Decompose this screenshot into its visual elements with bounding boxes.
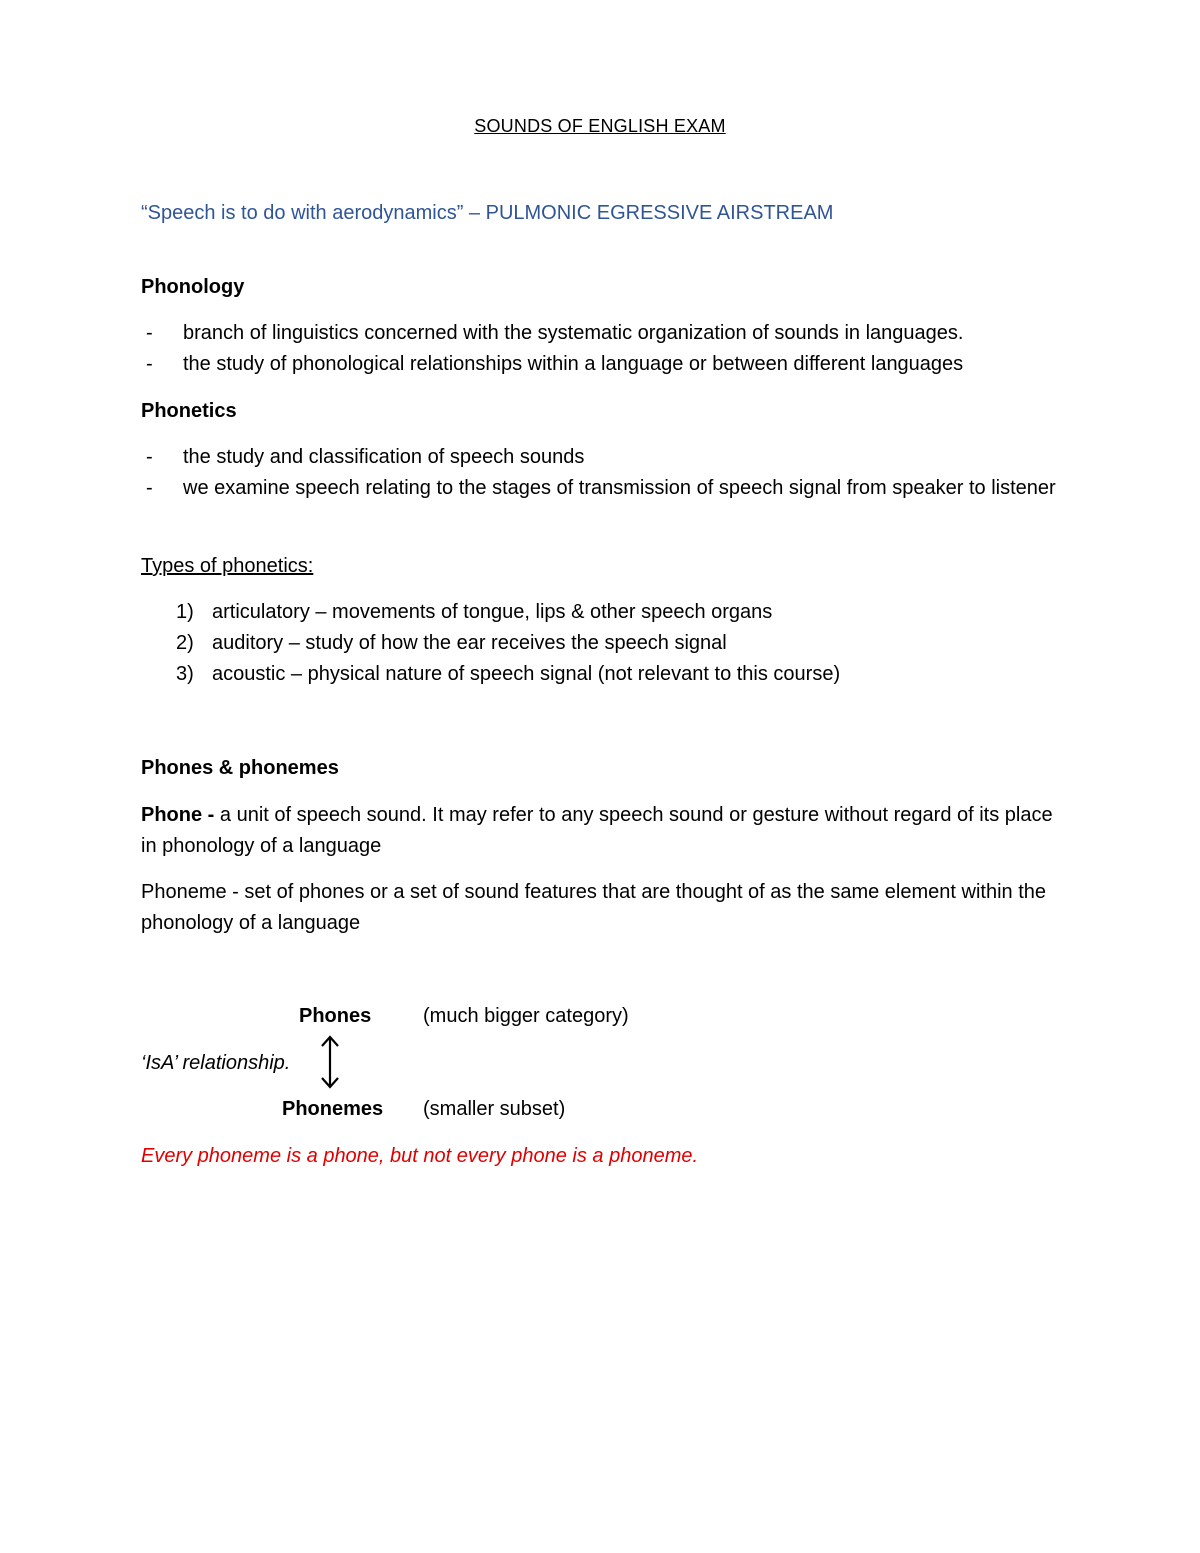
bullet-dash: - bbox=[146, 322, 153, 344]
phone-definition-text: a unit of speech sound. It may refer to any speech sound or gesture without regard of its place in phonology of a language bbox=[141, 804, 1053, 857]
phonetics-type-item: auditory – study of how the ear receives the speech signal bbox=[212, 632, 727, 654]
phones-label: Phones bbox=[299, 1005, 372, 1027]
conclusion-statement: Every phoneme is a phone, but not every phone is a phoneme. bbox=[141, 1145, 699, 1167]
phonetics-item: we examine speech relating to the stages of transmission of speech signal from speaker to listener bbox=[183, 477, 1056, 499]
phone-term: Phone - bbox=[141, 804, 215, 826]
phonology-item: the study of phonological relationships within a language or between different languages bbox=[183, 353, 964, 375]
list-number: 3) bbox=[176, 663, 194, 685]
phonemes-note: (smaller subset) bbox=[423, 1098, 566, 1120]
phonology-heading: Phonology bbox=[141, 276, 245, 298]
phonetics-type-item: acoustic – physical nature of speech signal (not relevant to this course) bbox=[212, 663, 841, 685]
bullet-dash: - bbox=[146, 477, 153, 499]
phonemes-label: Phonemes bbox=[282, 1098, 384, 1120]
phones-phonemes-heading: Phones & phonemes bbox=[141, 757, 339, 779]
phones-note: (much bigger category) bbox=[423, 1005, 629, 1027]
types-of-phonetics-heading: Types of phonetics: bbox=[141, 555, 314, 577]
phoneme-definition: Phoneme - set of phones or a set of sound features that are thought of as the same element within the phonology of a language bbox=[141, 881, 1046, 934]
list-number: 2) bbox=[176, 632, 194, 654]
isa-relationship-label: ‘IsA’ relationship. bbox=[141, 1052, 291, 1074]
phonetics-type-item: articulatory – movements of tongue, lips & other speech organs bbox=[212, 601, 773, 623]
list-number: 1) bbox=[176, 601, 194, 623]
phonetics-item: the study and classification of speech sounds bbox=[183, 446, 585, 468]
airstream-quote: “Speech is to do with aerodynamics” – PULMONIC EGRESSIVE AIRSTREAM bbox=[141, 202, 834, 224]
phonetics-heading: Phonetics bbox=[141, 400, 237, 422]
up-down-arrow-icon bbox=[312, 1033, 348, 1091]
phone-definition bbox=[141, 800, 1061, 862]
document-title: SOUNDS OF ENGLISH EXAM bbox=[474, 116, 726, 136]
bullet-dash: - bbox=[146, 353, 153, 375]
bullet-dash: - bbox=[146, 446, 153, 468]
phonology-item: branch of linguistics concerned with the systematic organization of sounds in languages. bbox=[183, 322, 964, 344]
